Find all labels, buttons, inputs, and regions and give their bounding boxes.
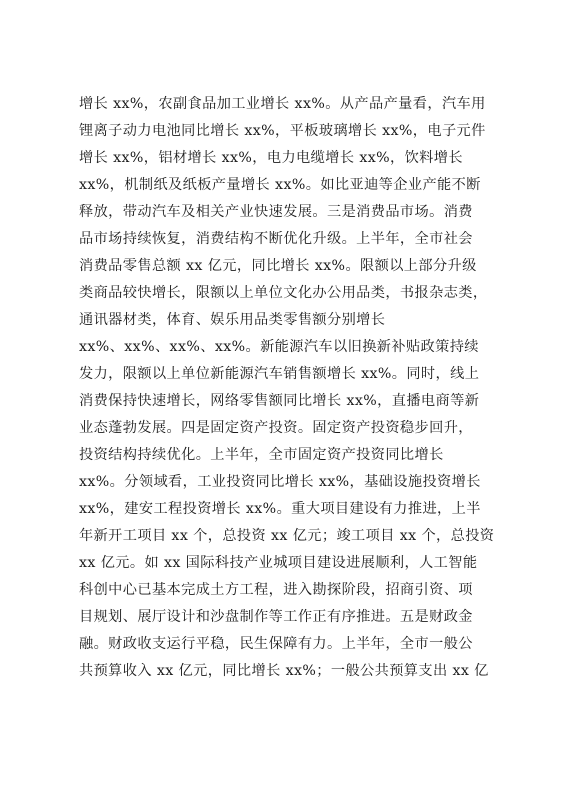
text-line-18: xx 亿元。如 xx 国际科技产业城项目建设进展顺利，人工智能 [79,555,478,571]
text-line-16: xx%，建安工程投资增长 xx%。重大项目建设有力推进，上半 [79,501,481,517]
text-line-21: 融。财政收支运行平稳，民生保障有力。上半年，全市一般公 [79,636,473,652]
text-line-6: 品市场持续恢复，消费结构不断优化升级。上半年，全市社会 [79,231,473,247]
text-line-12: 消费保持快速增长，网络零售额同比增长 xx%，直播电商等新 [79,393,480,409]
text-line-19: 科创中心已基本完成土方工程，进入勘探阶段，招商引资、项 [79,582,473,598]
text-line-4: xx%，机制纸及纸板产量增长 xx%。如比亚迪等企业产能不断 [79,177,481,193]
text-line-22: 共预算收入 xx 亿元，同比增长 xx%；一般公共预算支出 xx 亿 [79,663,489,679]
body-text [79,91,499,685]
text-line-20: 目规划、展厅设计和沙盘制作等工作正有序推进。五是财政金 [79,609,473,625]
text-line-9: 通讯器材类，体育、娱乐用品类零售额分别增长 [79,312,386,328]
text-line-15: xx%。分领域看，工业投资同比增长 xx%，基础设施投资增长 [79,474,481,490]
text-line-10: xx%、xx%、xx%、xx%。新能源汽车以旧换新补贴政策持续 [79,339,479,355]
text-line-13: 业态蓬勃发展。四是固定资产投资。固定资产投资稳步回升， [79,420,473,436]
text-line-8: 类商品较快增长，限额以上单位文化办公用品类，书报杂志类， [79,285,488,301]
text-line-14: 投资结构持续优化。上半年，全市固定资产投资同比增长 [79,447,444,463]
text-line-17: 年新开工项目 xx 个，总投资 xx 亿元；竣工项目 xx 个，总投资 [79,528,495,544]
text-line-7: 消费品零售总额 xx 亿元，同比增长 xx%。限额以上部分升级 [79,258,477,274]
text-line-5: 释放，带动汽车及相关产业快速发展。三是消费品市场。消费 [79,204,473,220]
text-line-2: 锂离子动力电池同比增长 xx%，平板玻璃增长 xx%，电子元件 [79,123,486,139]
text-line-1: 增长 xx%，农副食品加工业增长 xx%。从产品产量看，汽车用 [79,96,486,112]
text-line-3: 增长 xx%，铝材增长 xx%，电力电缆增长 xx%，饮料增长 [79,150,463,166]
text-line-11: 发力，限额以上单位新能源汽车销售额增长 xx%。同时，线上 [79,366,480,382]
